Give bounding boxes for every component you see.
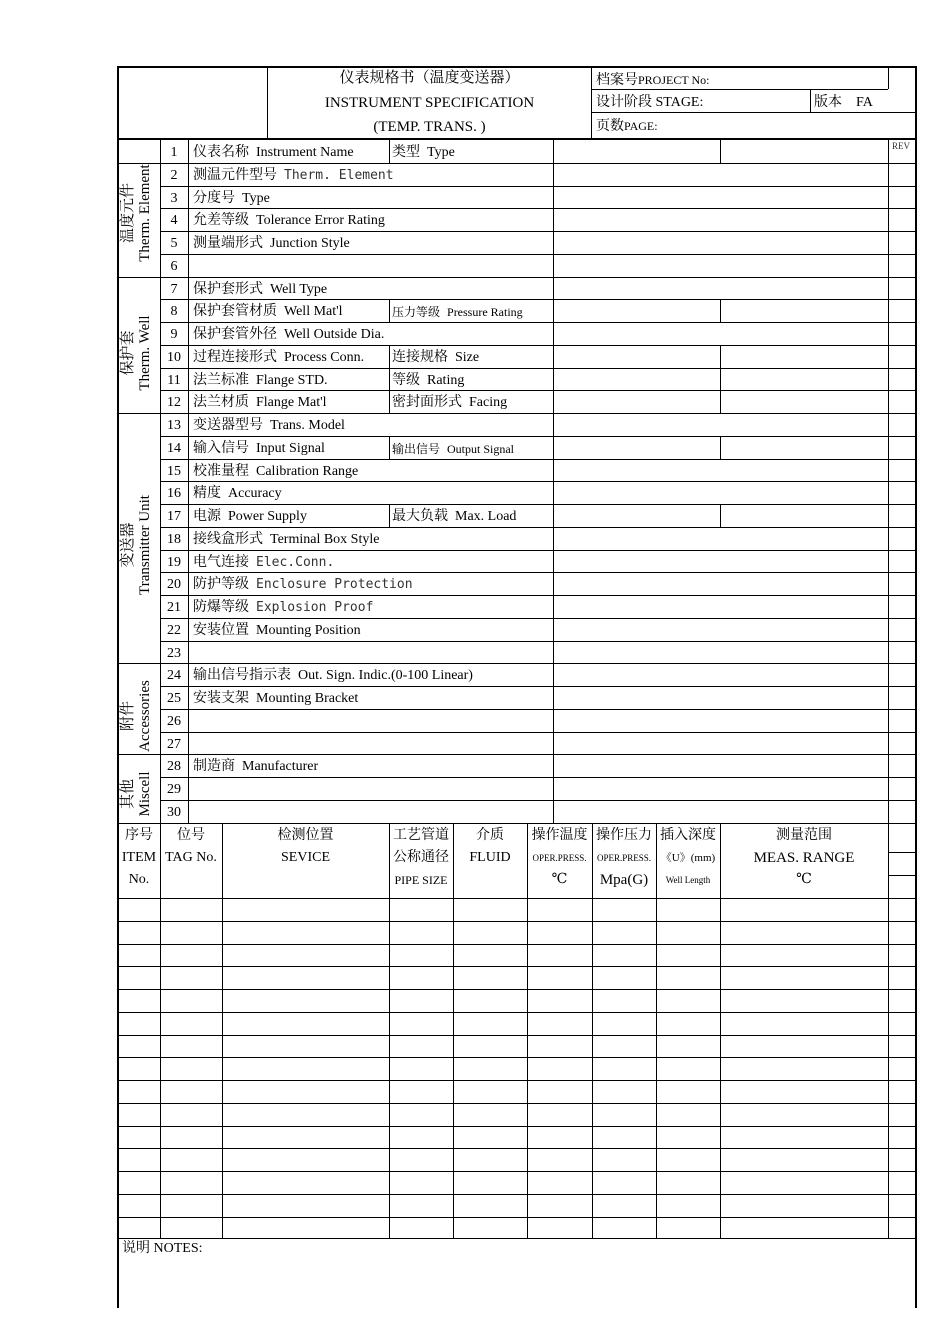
grid-line: [118, 138, 916, 140]
notes-label: 说明 NOTES:: [122, 1241, 203, 1256]
grid-line: [118, 898, 916, 899]
grid-line: [160, 459, 916, 460]
grid-line: [389, 436, 390, 459]
row-number: 3: [170, 191, 178, 206]
grid-line: [453, 823, 454, 1238]
row-label: 分度号 Type: [193, 191, 270, 206]
row-number: 28: [167, 759, 181, 774]
row-label: 保护套形式 Well Type: [193, 282, 328, 297]
column-header-line: 序号: [125, 828, 153, 843]
column-header-line: 操作温度: [531, 828, 588, 843]
grid-line: [160, 777, 916, 778]
column-header-line: 公称通径: [393, 850, 449, 865]
column-header-line: PIPE SIZE: [394, 873, 448, 887]
grid-line: [118, 944, 916, 945]
grid-line: [118, 1035, 916, 1036]
row-label: 电气连接 Elec.Conn.: [193, 555, 335, 570]
grid-line: [160, 641, 916, 642]
grid-line: [160, 368, 916, 369]
row-label: 精度 Accuracy: [193, 486, 282, 501]
row-label-secondary: 密封面形式 Facing: [392, 395, 508, 410]
grid-line: [720, 138, 721, 163]
column-header-line: Well Length: [665, 875, 711, 885]
grid-line: [888, 852, 916, 853]
title-cn: 仪表规格书（温度变送器）: [339, 70, 520, 86]
column-header-line: ℃: [796, 872, 812, 887]
row-label: 保护套管材质 Well Mat'l: [193, 304, 343, 319]
row-number: 18: [167, 532, 181, 547]
row-label: 法兰材质 Flange Mat'l: [193, 395, 327, 410]
grid-line: [160, 618, 916, 619]
grid-line: [160, 504, 916, 505]
row-label: 允差等级 Tolerance Error Rating: [193, 213, 385, 228]
row-label: [193, 737, 200, 753]
grid-line: [118, 663, 916, 664]
row-label: [193, 714, 200, 730]
row-label: 电源 Power Supply: [193, 509, 307, 524]
grid-line: [118, 1217, 916, 1218]
grid-line: [118, 1103, 916, 1104]
grid-line: [720, 299, 721, 322]
column-header-line: 检测位置: [277, 828, 334, 843]
column-header-line: FLUID: [469, 850, 511, 865]
grid-line: [553, 138, 554, 823]
grid-line: [389, 345, 390, 368]
grid-line: [160, 390, 916, 391]
row-label: [193, 805, 200, 821]
row-label: [193, 646, 200, 662]
row-number: 11: [167, 373, 181, 388]
grid-line: [160, 709, 916, 710]
grid-line: [118, 1012, 916, 1013]
grid-line: [160, 186, 916, 187]
grid-line: [160, 436, 916, 437]
grid-line: [389, 299, 390, 322]
row-label: 保护套管外径 Well Outside Dia.: [193, 327, 385, 342]
grid-line: [888, 875, 916, 876]
row-number: 2: [170, 168, 178, 183]
row-number: 7: [170, 282, 178, 297]
row-number: 13: [167, 418, 181, 433]
grid-line: [222, 823, 223, 1238]
title-en: INSTRUMENT SPECIFICATION: [324, 95, 535, 111]
grid-line: [160, 595, 916, 596]
grid-line: [160, 208, 916, 209]
row-number: 6: [170, 259, 178, 274]
row-number: 1: [170, 145, 178, 160]
grid-line: [160, 823, 161, 1238]
row-label: 过程连接形式 Process Conn.: [193, 350, 365, 365]
grid-line: [720, 390, 721, 413]
grid-line: [389, 368, 390, 390]
row-label: 防护等级 Enclosure Protection: [193, 577, 413, 592]
row-number: 16: [167, 486, 181, 501]
grid-line: [118, 921, 916, 922]
row-label-secondary: 等级 Rating: [392, 373, 465, 388]
grid-line: [720, 345, 721, 368]
row-number: 24: [167, 668, 181, 683]
column-header-line: 工艺管道: [393, 828, 449, 843]
grid-line: [118, 966, 916, 967]
grid-line: [118, 1126, 916, 1127]
grid-line: [160, 481, 916, 482]
rev-label: REV: [892, 141, 910, 151]
row-number: 17: [167, 509, 181, 524]
column-header-line: 操作压力: [596, 828, 652, 843]
row-label: 防爆等级 Explosion Proof: [193, 600, 374, 615]
group-therm-well: 保护套 Therm. Well: [120, 315, 153, 391]
grid-line: [118, 1080, 916, 1081]
grid-line: [810, 89, 811, 112]
grid-line: [591, 89, 888, 90]
column-header-line: No.: [128, 872, 150, 887]
row-number: 4: [170, 213, 178, 228]
row-number: 29: [167, 782, 181, 797]
grid-line: [160, 231, 916, 232]
column-header-line: MEAS. RANGE: [753, 850, 855, 866]
row-label: 接线盒形式 Terminal Box Style: [193, 532, 380, 547]
grid-line: [118, 1194, 916, 1195]
grid-line: [118, 1171, 916, 1172]
grid-line: [160, 550, 916, 551]
row-number: 10: [167, 350, 181, 365]
grid-line: [720, 504, 721, 527]
row-number: 14: [167, 441, 181, 456]
row-label: 仪表名称 Instrument Name: [193, 145, 354, 160]
row-label: 法兰标准 Flange STD.: [193, 373, 328, 388]
column-header-line: Mpa(G): [599, 872, 649, 888]
project-label: 档案号PROJECT No:: [596, 73, 710, 88]
column-header-line: SEVICE: [281, 850, 330, 865]
title-sub: (TEMP. TRANS. ): [373, 119, 486, 135]
grid-line: [720, 368, 721, 390]
row-label: [193, 259, 200, 275]
column-header-line: 测量范围: [776, 828, 832, 843]
grid-line: [118, 754, 916, 755]
grid-line: [389, 390, 390, 413]
row-number: 20: [167, 577, 181, 592]
grid-line: [118, 1057, 916, 1058]
spec-sheet-frame: [117, 66, 917, 1308]
grid-line: [118, 823, 916, 824]
column-header-line: ℃: [551, 872, 568, 887]
grid-line: [160, 572, 916, 573]
row-number: 25: [167, 691, 181, 706]
grid-line: [118, 1238, 916, 1239]
row-label: 测温元件型号 Therm. Element: [193, 168, 394, 183]
page-label: 页数PAGE:: [596, 119, 658, 134]
column-header-line: 介质: [476, 828, 504, 843]
grid-line: [118, 989, 916, 990]
row-number: 19: [167, 555, 181, 570]
row-label: 安装位置 Mounting Position: [193, 623, 361, 638]
row-label: [193, 782, 200, 798]
row-number: 5: [170, 236, 178, 251]
group-accessories: 附件 Accessories: [120, 680, 153, 752]
grid-line: [188, 138, 189, 823]
row-label-secondary: 类型 Type: [392, 145, 455, 160]
row-number: 12: [167, 395, 181, 410]
grid-line: [888, 67, 889, 89]
column-header-line: 《U》(mm): [660, 852, 716, 864]
grid-line: [160, 732, 916, 733]
group-transmitter-unit: 变送器 Transmitter Unit: [120, 495, 153, 595]
row-label: 校准量程 Calibration Range: [193, 464, 359, 479]
row-number: 27: [167, 737, 181, 752]
grid-line: [118, 1148, 916, 1149]
grid-line: [160, 686, 916, 687]
stage-label: 设计阶段 STAGE:: [596, 95, 704, 110]
row-number: 9: [170, 327, 178, 342]
row-label: 输入信号 Input Signal: [193, 441, 325, 456]
grid-line: [389, 504, 390, 527]
grid-line: [160, 800, 916, 801]
row-number: 21: [167, 600, 181, 615]
column-header-line: 插入深度: [660, 828, 716, 843]
column-header-line: TAG No.: [165, 850, 217, 865]
grid-line: [118, 163, 916, 164]
grid-line: [888, 823, 889, 1238]
row-number: 23: [167, 646, 181, 661]
grid-line: [591, 112, 916, 113]
grid-line: [160, 299, 916, 300]
row-label: 安装支架 Mounting Bracket: [193, 691, 359, 706]
row-label: 输出信号指示表 Out. Sign. Indic.(0-100 Linear): [193, 668, 473, 683]
row-label-secondary: 最大负载 Max. Load: [392, 509, 517, 524]
column-header-line: OPER.PRESS.: [532, 853, 587, 863]
grid-line: [160, 254, 916, 255]
row-label: 测量端形式 Junction Style: [193, 236, 350, 251]
row-number: 8: [170, 304, 178, 319]
row-number: 15: [167, 464, 181, 479]
version-label: 版本 FA: [814, 95, 873, 110]
row-number: 30: [167, 805, 181, 820]
row-number: 22: [167, 623, 181, 638]
row-label: 变送器型号 Trans. Model: [193, 418, 345, 433]
row-label-secondary: 连接规格 Size: [392, 350, 480, 365]
column-header-line: 位号: [177, 828, 205, 843]
row-label: 制造商 Manufacturer: [193, 759, 319, 774]
grid-line: [160, 345, 916, 346]
row-number: 26: [167, 714, 181, 729]
grid-line: [160, 322, 916, 323]
grid-line: [591, 67, 592, 138]
grid-line: [389, 138, 390, 163]
grid-line: [160, 527, 916, 528]
row-label-secondary: 输出信号 Output Signal: [392, 442, 515, 456]
grid-line: [118, 413, 916, 414]
grid-line: [118, 277, 916, 278]
column-header-line: OPER.PRESS.: [596, 853, 652, 863]
group-miscell: 其他 Miscell: [120, 771, 153, 817]
row-label-secondary: 压力等级 Pressure Rating: [392, 305, 523, 319]
column-header-line: ITEM: [121, 850, 157, 865]
group-therm-element: 温度元件 Therm. Element: [120, 164, 153, 262]
grid-line: [720, 436, 721, 459]
